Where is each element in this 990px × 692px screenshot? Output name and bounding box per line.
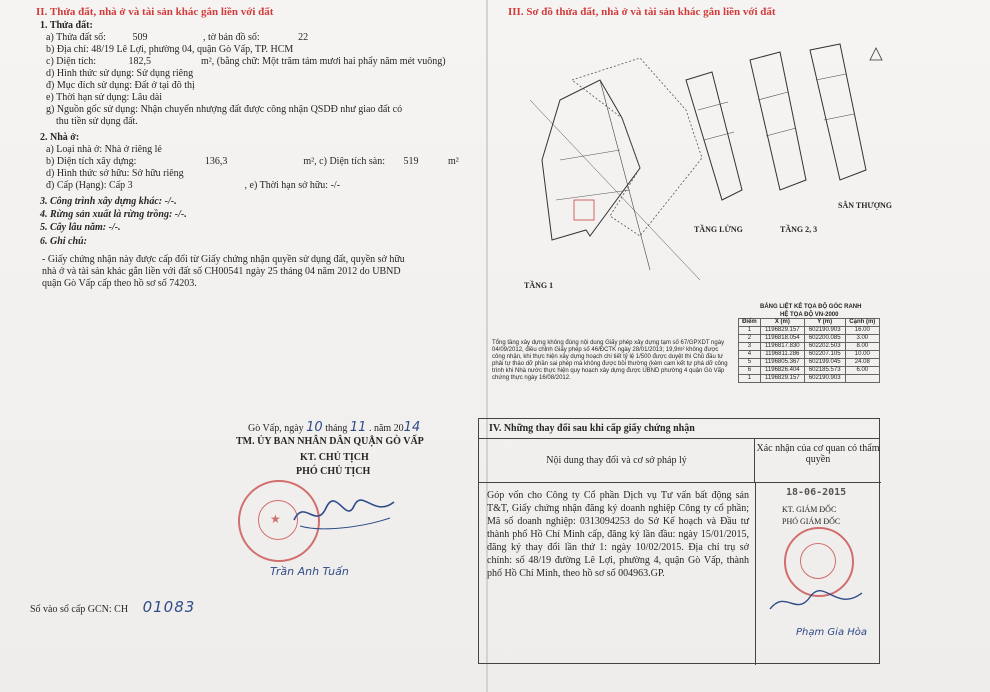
notes-heading: 6. Ghi chú: xyxy=(40,236,87,247)
coord-cell: 24.08 xyxy=(845,359,879,367)
area-value: 182,5 xyxy=(128,56,151,67)
built-area: 136,3 xyxy=(204,156,228,167)
coord-cell: 1 xyxy=(739,375,761,383)
floor-area-label: m², c) Diện tích sàn: xyxy=(303,156,385,167)
own-term: , e) Thời hạn sở hữu: -/- xyxy=(244,180,341,191)
reg-no-row xyxy=(30,598,196,616)
floor-plans xyxy=(490,40,893,300)
changes-confirm-cell xyxy=(755,483,881,665)
coord-cell: 1196817.830 xyxy=(760,343,804,351)
coord-cell: 1196818.054 xyxy=(760,335,804,343)
notes-line-3: quận Gò Vấp cấp theo hồ sơ số 74203. xyxy=(42,278,197,289)
date-month-label: tháng xyxy=(325,423,348,434)
house-type: a) Loại nhà ở: Nhà ở riêng lẻ xyxy=(46,144,162,155)
parcel-no-row xyxy=(46,32,308,43)
date-prefix: Gò Vấp, ngày xyxy=(248,423,304,434)
section-ii-title: II. Thửa đất, nhà ở và tài sản khác gắn liền với đất xyxy=(36,6,274,18)
origin-line-2: thu tiền sử dụng đất. xyxy=(56,116,138,127)
grade: đ) Cấp (Hạng): Cấp 3 xyxy=(46,180,133,191)
coord-header-1: X (m) xyxy=(760,319,804,327)
coord-header-row xyxy=(739,319,880,327)
signature-scribble xyxy=(290,488,400,538)
coord-cell: 6.00 xyxy=(845,367,879,375)
plan-floor-1 xyxy=(530,58,702,280)
coord-cell: 10.00 xyxy=(845,351,879,359)
coord-cell: 6 xyxy=(739,367,761,375)
use-purpose: đ) Mục đích sử dụng: Đất ở tại đô thị xyxy=(46,80,195,91)
coord-header-0: Điểm xyxy=(739,319,761,327)
grade-row xyxy=(46,180,340,191)
changes-table xyxy=(478,418,880,664)
label-floor-2-3: TẦNG 2, 3 xyxy=(780,225,818,234)
house-heading: 2. Nhà ở: xyxy=(40,132,80,143)
coord-header-2: Y (m) xyxy=(804,319,845,327)
area-row xyxy=(46,56,446,67)
vice-title: PHÓ CHỦ TỊCH xyxy=(296,466,371,477)
date-year-label: . năm 20 xyxy=(368,423,404,434)
coord-cell xyxy=(845,375,879,383)
coord-title-1: BẢNG LIỆT KÊ TỌA ĐỘ GÓC RANH xyxy=(760,304,862,310)
coord-title-2: HỆ TỌA ĐỘ VN-2000 xyxy=(780,312,839,318)
changes-title: IV. Những thay đổi sau khi cấp giấy chứng nhận xyxy=(479,419,879,439)
coord-cell: 1196805.367 xyxy=(760,359,804,367)
changes-col-confirm: Xác nhận của cơ quan có thẩm quyền xyxy=(755,439,881,483)
coord-row xyxy=(739,351,880,359)
confirm-kt: KT. GIÁM ĐỐC xyxy=(782,505,837,514)
coord-row xyxy=(739,375,880,383)
origin-line-1: g) Nguồn gốc sử dụng: Nhận chuyển nhượng đất được công nhận QSDĐ như giao đất có xyxy=(46,104,403,115)
label-floor-1: TẦNG 1 xyxy=(524,281,554,290)
floor-area: 519 xyxy=(403,156,419,167)
coord-cell: 4 xyxy=(739,351,761,359)
date-day: 10 xyxy=(306,420,323,435)
use-form: d) Hình thức sử dụng: Sử dụng riêng xyxy=(46,68,194,79)
coord-row xyxy=(739,335,880,343)
plan-floor-2-3 xyxy=(750,52,806,190)
reg-no: 01083 xyxy=(142,598,196,616)
area-unit: m², (bằng chữ: Một trăm tám mươi hai phẩy năm mét vuông) xyxy=(200,56,446,67)
coord-cell: 16.00 xyxy=(845,327,879,335)
official-seal: ★ xyxy=(238,480,320,562)
map-sheet: 22 xyxy=(298,32,309,43)
confirm-date: 18-06-2015 xyxy=(786,487,847,498)
address: b) Địa chỉ: 48/19 Lê Lợi, phường 04, quận Gò Vấp, TP. HCM xyxy=(46,44,294,55)
built-area-row xyxy=(46,156,459,167)
date-month: 11 xyxy=(349,420,367,435)
authority: TM. ỦY BAN NHÂN DÂN QUẬN GÒ VẤP xyxy=(236,436,424,447)
coord-cell: 5 xyxy=(739,359,761,367)
coord-cell: 1196811.286 xyxy=(760,351,804,359)
other-works: 3. Công trình xây dựng khác: -/-. xyxy=(40,196,177,207)
coord-header-3: Cạnh (m) xyxy=(845,319,879,327)
coord-cell: 3 xyxy=(739,343,761,351)
label-mezzanine: TẦNG LỬNG xyxy=(694,225,743,234)
built-area-label: b) Diện tích xây dựng: xyxy=(46,156,137,167)
coord-cell: 1196829.157 xyxy=(760,327,804,335)
confirm-vice: PHÓ GIÁM ĐỐC xyxy=(782,517,841,526)
floor-unit: m² xyxy=(448,156,459,167)
coord-table xyxy=(738,318,880,383)
section-iii-title: III. Sơ đồ thửa đất, nhà ở và tài sản khác gắn liền với đất xyxy=(508,6,776,18)
parcel-no-label: a) Thửa đất số: xyxy=(46,32,106,43)
plan-note: Tổng tầng xây dựng không đúng nội dung Giấy phép xây dựng tạm số 67/GPXDT ngày 04/09/2012, điều chỉnh Giấy phép số 46/ĐCTK ngày 28/01/2013; 19,9m² không được công nhận, khi thực hiện xây dựng hoạch chi tiết tỷ lệ 1/500 được duyệt thì Chủ đầu tư phải tự tháo dỡ phần sai phép mà không được bồi thường (kèm cam kết tự phá dỡ công trình khi Nhà nước thực hiện quy hoạch xây dựng được UBND phường 4 quận Gò Vấp chứng thực ngày 16/08/2012. xyxy=(492,340,728,381)
coord-cell: 2 xyxy=(739,335,761,343)
coord-cell: 3.00 xyxy=(845,335,879,343)
area-label: c) Diện tích: xyxy=(46,56,96,67)
plan-roof xyxy=(810,44,882,180)
notes-line-1: - Giấy chứng nhận này được cấp đổi từ Giấy chứng nhận quyền sử dụng đất, quyền sở hữu xyxy=(42,254,405,265)
coord-row xyxy=(739,327,880,335)
land-heading: 1. Thửa đất: xyxy=(40,20,93,31)
coord-row xyxy=(739,359,880,367)
coord-cell: 602200.085 xyxy=(804,335,845,343)
trees: 5. Cây lâu năm: -/-. xyxy=(40,222,121,233)
kt-title: KT. CHỦ TỊCH xyxy=(300,452,369,463)
coord-cell: 602199.045 xyxy=(804,359,845,367)
coord-row xyxy=(739,367,880,375)
parcel-no: 509 xyxy=(132,32,148,43)
map-sheet-label: , tờ bản đồ số: xyxy=(202,32,260,43)
notes-line-2: nhà ở và tài sản khác gắn liền với đất số CH00541 ngày 25 tháng 04 năm 2012 do UBND xyxy=(42,266,401,277)
signer-name: Trần Anh Tuấn xyxy=(270,565,349,578)
reg-label: Số vào sổ cấp GCN: CH xyxy=(30,604,129,615)
changes-col-content: Nội dung thay đổi và cơ sở pháp lý xyxy=(479,439,755,483)
issue-date xyxy=(248,422,420,434)
coord-cell: 1196829.157 xyxy=(760,375,804,383)
coord-cell: 602202.503 xyxy=(804,343,845,351)
confirm-signer: Phạm Gia Hòa xyxy=(796,627,868,638)
confirm-signature xyxy=(766,583,866,623)
coord-cell: 8.00 xyxy=(845,343,879,351)
coord-cell: 602207.105 xyxy=(804,351,845,359)
coord-cell: 602190.903 xyxy=(804,375,845,383)
coord-row xyxy=(739,343,880,351)
changes-entry: Góp vốn cho Công ty Cổ phần Dịch vụ Tư vấn bất động sản T&T, Giấy chứng nhận đăng ký doanh nghiệp Công ty cổ phần; Mã số doanh nghiệp: 0313094253 do Sở Kế hoạch và Đầu tư thành phố Hồ Chí Minh cấp, đăng ký lần đầu: ngày 15/01/2015, đăng ký thay đổi lần thứ 1: ngày 10/02/2015. Địa chỉ trụ sở chính: số 48/19 đường Lê Lợi, phường 4, quận Gò Vấp, thành phố Hồ Chí Minh, theo hồ sơ số 004963.GP. xyxy=(487,490,749,579)
coord-cell: 1 xyxy=(739,327,761,335)
coord-cell: 602185.573 xyxy=(804,367,845,375)
date-year: 14 xyxy=(403,420,421,435)
ownership: d) Hình thức sở hữu: Sở hữu riêng xyxy=(46,168,184,179)
coord-body xyxy=(739,327,880,383)
coord-cell: 602190.903 xyxy=(804,327,845,335)
forest: 4. Rừng sản xuất là rừng trồng: -/-. xyxy=(40,209,187,220)
use-term: e) Thời hạn sử dụng: Lâu dài xyxy=(46,92,163,103)
coord-cell: 1196826.404 xyxy=(760,367,804,375)
label-roof: SÂN THƯỢNG xyxy=(838,201,893,210)
